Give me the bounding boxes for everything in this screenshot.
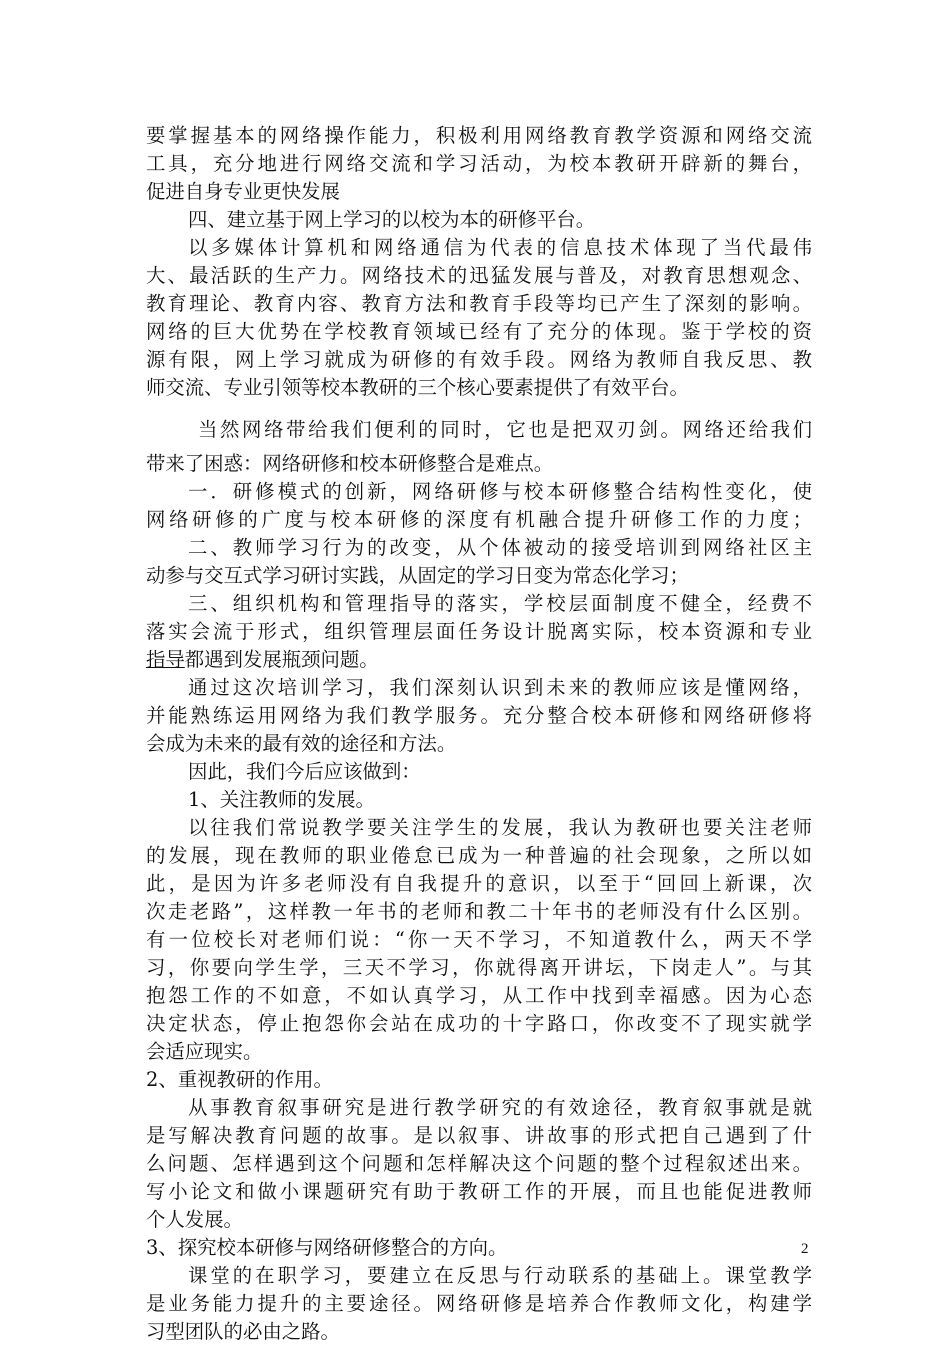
section-heading: 1、关注教师的发展。 — [188, 788, 375, 811]
text-line: 抱怨工作的不如意，不如认真学习，从工作中找到幸福感。因为心态 — [146, 984, 812, 1007]
text-line: 师交流、专业引领等校本教研的三个核心要素提供了有效平台。 — [146, 376, 689, 399]
text-line: 并能熟练运用网络为我们教学服务。充分整合校本研修和网络研修将 — [146, 704, 812, 727]
text-line: 是业务能力提升的主要途径。网络研修是培养合作教师文化，构建学 — [146, 1292, 812, 1315]
text-line: 当然网络带给我们便利的同时，它也是把双刃剑。网络还给我们 — [198, 418, 812, 441]
text-line: 次走老路”，这样教一年书的老师和教二十年书的老师没有什么区别。 — [146, 900, 812, 923]
text-line: 一．研修模式的创新，网络研修与校本研修整合结构性变化，使 — [188, 480, 812, 503]
text-line: 要掌握基本的网络操作能力，积极利用网络教育教学资源和网络交流 — [146, 124, 812, 147]
text-line: 会适应现实。 — [146, 1040, 263, 1063]
text-line: 习型团队的必由之路。 — [146, 1320, 340, 1343]
text-line: 教育理论、教育内容、教育方法和教育手段等均已产生了深刻的影响。 — [146, 292, 812, 315]
section-heading: 2、重视教研的作用。 — [146, 1068, 333, 1091]
text-line: 从事教育叙事研究是进行教学研究的有效途径，教育叙事就是就 — [188, 1096, 812, 1119]
text-line: 因此，我们今后应该做到： — [188, 760, 421, 783]
text-line: 通过这次培训学习，我们深刻认识到未来的教师应该是懂网络， — [188, 676, 812, 699]
page-number: 2 — [801, 1241, 809, 1257]
text-line: 此，是因为许多老师没有自我提升的意识，以至于“回回上新课，次 — [146, 872, 812, 895]
text-line: 么问题、怎样遇到这个问题和怎样解决这个问题的整个过程叙述出来。 — [146, 1152, 812, 1175]
text-line: 会成为未来的最有效的途径和方法。 — [146, 732, 457, 755]
text-line: 促进自身专业更快发展 — [146, 180, 340, 203]
text-line: 网络的巨大优势在学校教育领域已经有了充分的体现。鉴于学校的资 — [146, 320, 812, 343]
text-line — [146, 646, 812, 674]
text-line: 三、组织机构和管理指导的落实，学校层面制度不健全，经费不 — [188, 592, 812, 615]
text-line: 习，你要向学生学，三天不学习，你就得离开讲坛，下岗走人”。与其 — [146, 956, 812, 979]
text-line: 以往我们常说教学要关注学生的发展，我认为教研也要关注老师 — [188, 816, 812, 839]
text-line: 的发展，现在教师的职业倦怠已成为一种普遍的社会现象，之所以如 — [146, 844, 812, 867]
underlined-term: 指导 — [146, 648, 185, 671]
text-line: 落实会流于形式，组织管理层面任务设计脱离实际，校本资源和专业 — [146, 620, 812, 643]
text-line: 课堂的在职学习，要建立在反思与行动联系的基础上。课堂教学 — [188, 1264, 812, 1287]
text-line: 二、教师学习行为的改变，从个体被动的接受培训到网络社区主 — [188, 536, 812, 559]
text-line: 源有限，网上学习就成为研修的有效手段。网络为教师自我反思、教 — [146, 348, 812, 371]
text-fragment: 都遇到发展瓶颈问题。 — [184, 648, 379, 671]
text-line: 以多媒体计算机和网络通信为代表的信息技术体现了当代最伟 — [188, 236, 812, 259]
body-text — [146, 122, 812, 1346]
text-line: 带来了困惑：网络研修和校本研修整合是难点。 — [146, 452, 554, 475]
section-heading: 3、探究校本研修与网络研修整合的方向。 — [146, 1236, 508, 1259]
text-line: 写小论文和做小课题研究有助于教研工作的开展，而且也能促进教师 — [146, 1180, 812, 1203]
text-line: 工具，充分地进行网络交流和学习活动，为校本教研开辟新的舞台， — [146, 152, 812, 175]
text-line: 决定状态，停止抱怨你会站在成功的十字路口，你改变不了现实就学 — [146, 1012, 812, 1035]
section-heading: 四、建立基于网上学习的以校为本的研修平台。 — [188, 208, 596, 231]
text-line: 动参与交互式学习研讨实践，从固定的学习日变为常态化学习； — [146, 564, 689, 587]
text-line: 个人发展。 — [146, 1208, 243, 1231]
text-line: 大、最活跃的生产力。网络技术的迅猛发展与普及，对教育思想观念、 — [146, 264, 812, 287]
text-line: 有一位校长对老师们说：“你一天不学习，不知道教什么，两天不学 — [146, 928, 812, 951]
text-line: 是写解决教育问题的故事。是以叙事、讲故事的形式把自己遇到了什 — [146, 1124, 812, 1147]
text-line: 网络研修的广度与校本研修的深度有机融合提升研修工作的力度； — [146, 508, 812, 531]
